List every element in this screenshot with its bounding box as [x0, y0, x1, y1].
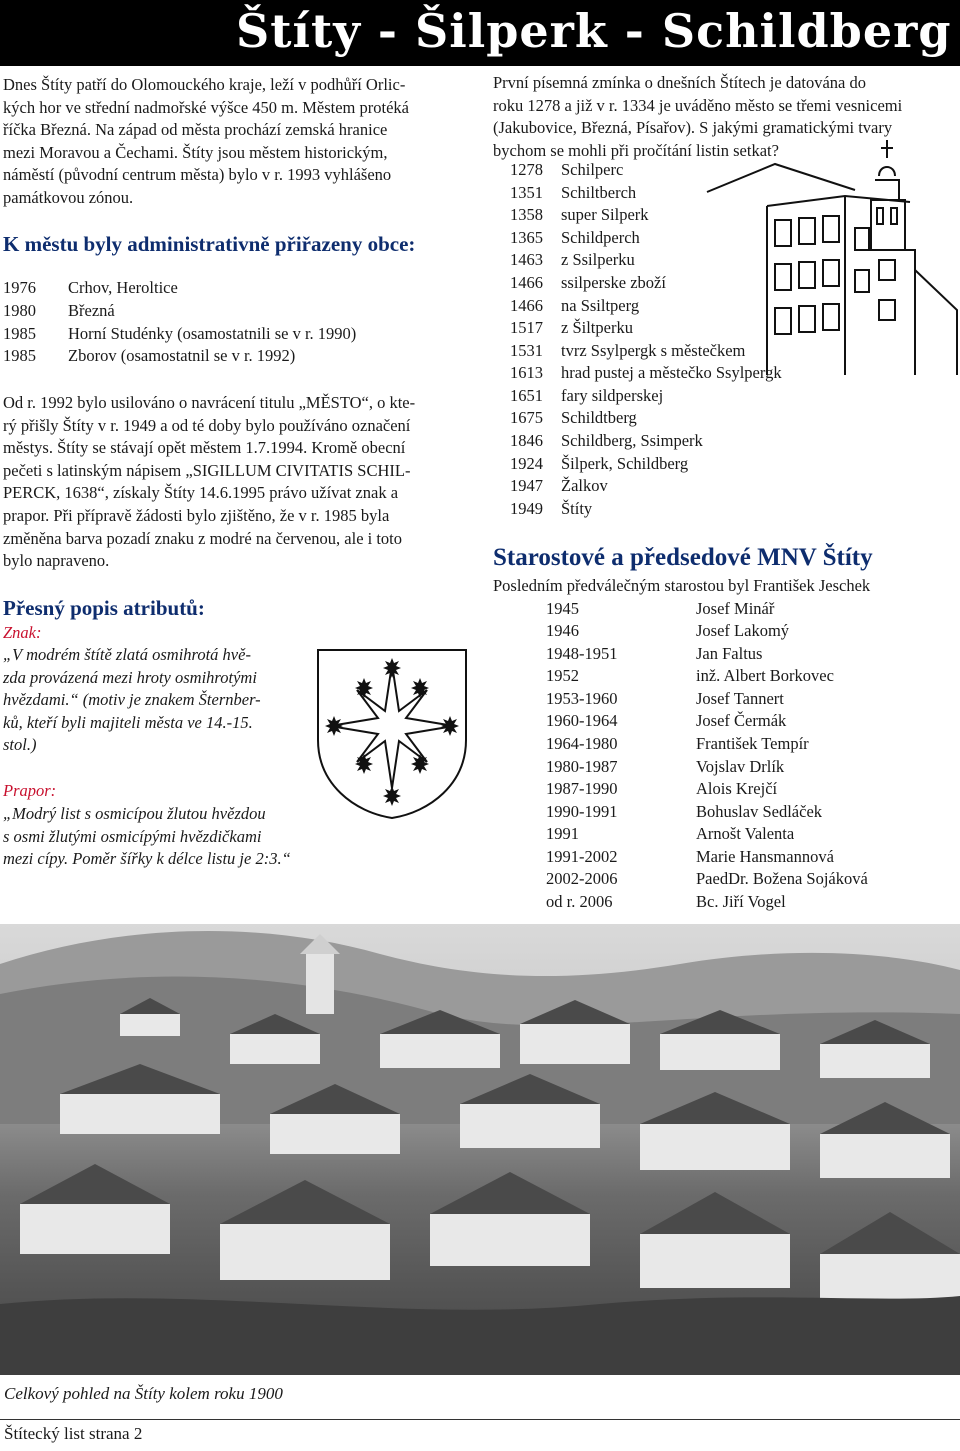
znak-line: hvězdami.“ (motiv je znakem Šternber- [3, 690, 261, 710]
mayor-name: Josef Tannert [696, 689, 784, 708]
mayor-name: PaedDr. Božena Sojáková [696, 869, 868, 888]
building-lines [707, 140, 957, 375]
mayor-period: od r. 2006 [546, 892, 613, 911]
name-year: 1466 [510, 273, 543, 292]
znak-line: zda provázená mezi hroty osmihrotými [3, 667, 257, 687]
title-bar [0, 0, 960, 66]
znak-label: Znak: [3, 623, 42, 642]
name-form: ssilperske zboží [561, 273, 666, 292]
mayor-period: 1953-1960 [546, 689, 618, 708]
mayor-period: 1948-1951 [546, 644, 618, 663]
paragraph-line: změněna barva pozadí znaku z modré na červenou, ale i toto [3, 528, 403, 548]
mayor-name: Josef Minář [696, 599, 775, 618]
paragraph-line: městys. Štíty se stávají opět městem 1.7.1994. Kromě obecní [3, 438, 406, 458]
mayor-name: Arnošt Valenta [696, 824, 795, 843]
name-form: z Šiltperku [561, 318, 633, 337]
intro-paragraph [3, 74, 473, 210]
admin-text: Horní Studénky (osamostatnili se v r. 1990) [68, 324, 357, 343]
paragraph-line: bychom se mohli při pročítání listin setkat? [493, 140, 779, 160]
name-form: na Ssiltperg [561, 296, 640, 315]
admin-year: 1985 [3, 324, 36, 343]
name-form: Schiltberch [561, 183, 637, 202]
paragraph-line: První písemná zmínka o dnešních Štítech je datována do [493, 73, 866, 92]
name-year: 1531 [510, 341, 543, 360]
admin-text: Zborov (osamostatnil se v r. 1992) [68, 346, 296, 365]
mayor-period: 1991 [546, 824, 579, 843]
admin-row [3, 278, 473, 300]
church-tower-shape [306, 952, 334, 1014]
name-form: Štíty [561, 499, 593, 518]
mayor-period: 1964-1980 [546, 734, 618, 753]
admin-row [3, 301, 473, 323]
admin-row [3, 346, 473, 368]
prapor-description [3, 803, 323, 871]
name-form: Schilperc [561, 160, 624, 179]
znak-line: „V modrém štítě zlatá osmihrotá hvě- [3, 645, 251, 664]
name-year: 1947 [510, 476, 543, 495]
mayor-period: 2002-2006 [546, 869, 618, 888]
mayor-name: Marie Hansmannová [696, 847, 834, 866]
page-title: Štíty - Šilperk - Schildberg [236, 4, 952, 58]
intro-line: památkovou zónou. [3, 187, 134, 207]
name-year: 1278 [510, 160, 543, 179]
mayor-period: 1945 [546, 599, 579, 618]
admin-text: Crhov, Heroltice [68, 278, 178, 297]
name-year: 1613 [510, 363, 543, 382]
paragraph-line: roku 1278 a již v r. 1334 je uváděno město se třemi vesnicemi [493, 95, 903, 115]
name-year: 1651 [510, 386, 543, 405]
admin-year: 1985 [3, 346, 36, 365]
intro-line: mezi Moravou a Čechami. Štíty jsou městem historickým, [3, 142, 388, 162]
name-form: tvrz Ssylpergk s městečkem [561, 341, 746, 360]
mayor-name: František Tempír [696, 734, 809, 753]
name-form: Šilperk, Schildberg [561, 454, 689, 473]
name-year: 1358 [510, 205, 543, 224]
footer-divider [0, 1419, 960, 1420]
name-year: 1466 [510, 296, 543, 315]
prapor-line: „Modrý list s osmicípou žlutou hvězdou [3, 804, 266, 823]
znak-line: stol.) [3, 735, 37, 755]
mayor-period: 1990-1991 [546, 802, 618, 821]
intro-line: Dnes Štíty patří do Olomouckého kraje, leží v podhůří Orlic- [3, 75, 406, 94]
historical-town-photo [0, 924, 960, 1375]
page-footer: Štítecký list strana 2 [4, 1424, 143, 1443]
mayor-name: Josef Čermák [696, 711, 787, 730]
mayor-period: 1952 [546, 666, 579, 685]
name-form: super Silperk [561, 205, 649, 224]
name-year: 1365 [510, 228, 543, 247]
mayor-period: 1987-1990 [546, 779, 618, 798]
photo-illustration [0, 924, 960, 1375]
intro-line: kých hor ve střední nadmořské výšce 450 m. Městem protéká [3, 97, 409, 117]
prapor-line: s osmi žlutými osmicípými hvězdičkami [3, 826, 262, 846]
znak-description [3, 644, 303, 757]
mayor-name: Alois Krejčí [696, 779, 778, 798]
building-sketch [705, 140, 960, 375]
paragraph-line: bylo napraveno. [3, 551, 110, 571]
admin-heading: K městu byly administrativně přiřazeny obce: [3, 232, 416, 256]
admin-row [3, 324, 473, 346]
mayors-heading: Starostové a předsedové MNV Štíty [493, 544, 873, 571]
photo-caption: Celkový pohled na Štíty kolem roku 1900 [4, 1384, 283, 1403]
name-year: 1949 [510, 499, 543, 518]
paragraph-line: rý přišly Štíty v r. 1949 a od té doby bylo používáno označení [3, 415, 411, 435]
name-form: Schildperch [561, 228, 640, 247]
paragraph-line: Od r. 1992 bylo usilováno o navrácení titulu „MĚSTO“, o kte- [3, 393, 416, 412]
znak-line: ků, kteří byli majiteli města ve 14.-15. [3, 712, 253, 732]
mayor-name: Josef Lakomý [696, 621, 790, 640]
paragraph-line: PERCK, 1638“, získaly Štíty 14.6.1995 právo užívat znak a [3, 483, 399, 503]
title-restoration-paragraph [3, 392, 469, 573]
admin-year: 1976 [3, 278, 36, 297]
name-form: z Ssilperku [561, 250, 635, 269]
name-form: fary sildperskej [561, 386, 664, 405]
mayor-name: Jan Faltus [696, 644, 763, 663]
mayor-name: Bohuslav Sedláček [696, 802, 823, 821]
name-year: 1675 [510, 408, 543, 427]
prapor-line: mezi cípy. Poměr šířky k délce listu je 2:3.“ [3, 849, 291, 869]
mayor-name: Vojslav Drlík [696, 757, 785, 776]
attributes-heading: Přesný popis atributů: [3, 596, 205, 620]
mayor-period: 1991-2002 [546, 847, 618, 866]
mayor-name: inž. Albert Borkovec [696, 666, 834, 685]
paragraph-line: prapor. Při přípravě žádosti bylo zjištěno, že v r. 1985 byla [3, 505, 390, 525]
admin-year: 1980 [3, 301, 36, 320]
mayors-intro: Posledním předválečným starostou byl František Jeschek [493, 576, 871, 595]
mayor-period: 1980-1987 [546, 757, 618, 776]
intro-line: říčka Březná. Na západ od města prochází zemská hranice [3, 120, 388, 140]
name-year: 1463 [510, 250, 543, 269]
name-form: Žalkov [561, 476, 608, 495]
prapor-label: Prapor: [3, 781, 57, 800]
paragraph-line: (Jakubovice, Březná, Písařov). S jakými gramatickými tvary [493, 118, 893, 138]
name-year: 1924 [510, 454, 543, 473]
mayor-period: 1946 [546, 621, 579, 640]
name-year: 1846 [510, 431, 543, 450]
coat-of-arms-image [310, 644, 474, 822]
name-form: Schildberg, Ssimperk [561, 431, 703, 450]
mayor-period: 1960-1964 [546, 711, 618, 730]
admin-text: Březná [68, 301, 115, 320]
paragraph-line: pečeti s latinským nápisem „SIGILLUM CIVITATIS SCHIL- [3, 460, 411, 480]
name-year: 1351 [510, 183, 543, 202]
intro-line: náměstí (původní centrum města) bylo v r. 1993 vyhlášeno [3, 165, 392, 185]
name-form: hrad pustej a městečko Ssylpergk [561, 363, 782, 382]
name-year: 1517 [510, 318, 543, 337]
name-form: Schildtberg [561, 408, 637, 427]
mayor-name: Bc. Jiří Vogel [696, 892, 786, 911]
